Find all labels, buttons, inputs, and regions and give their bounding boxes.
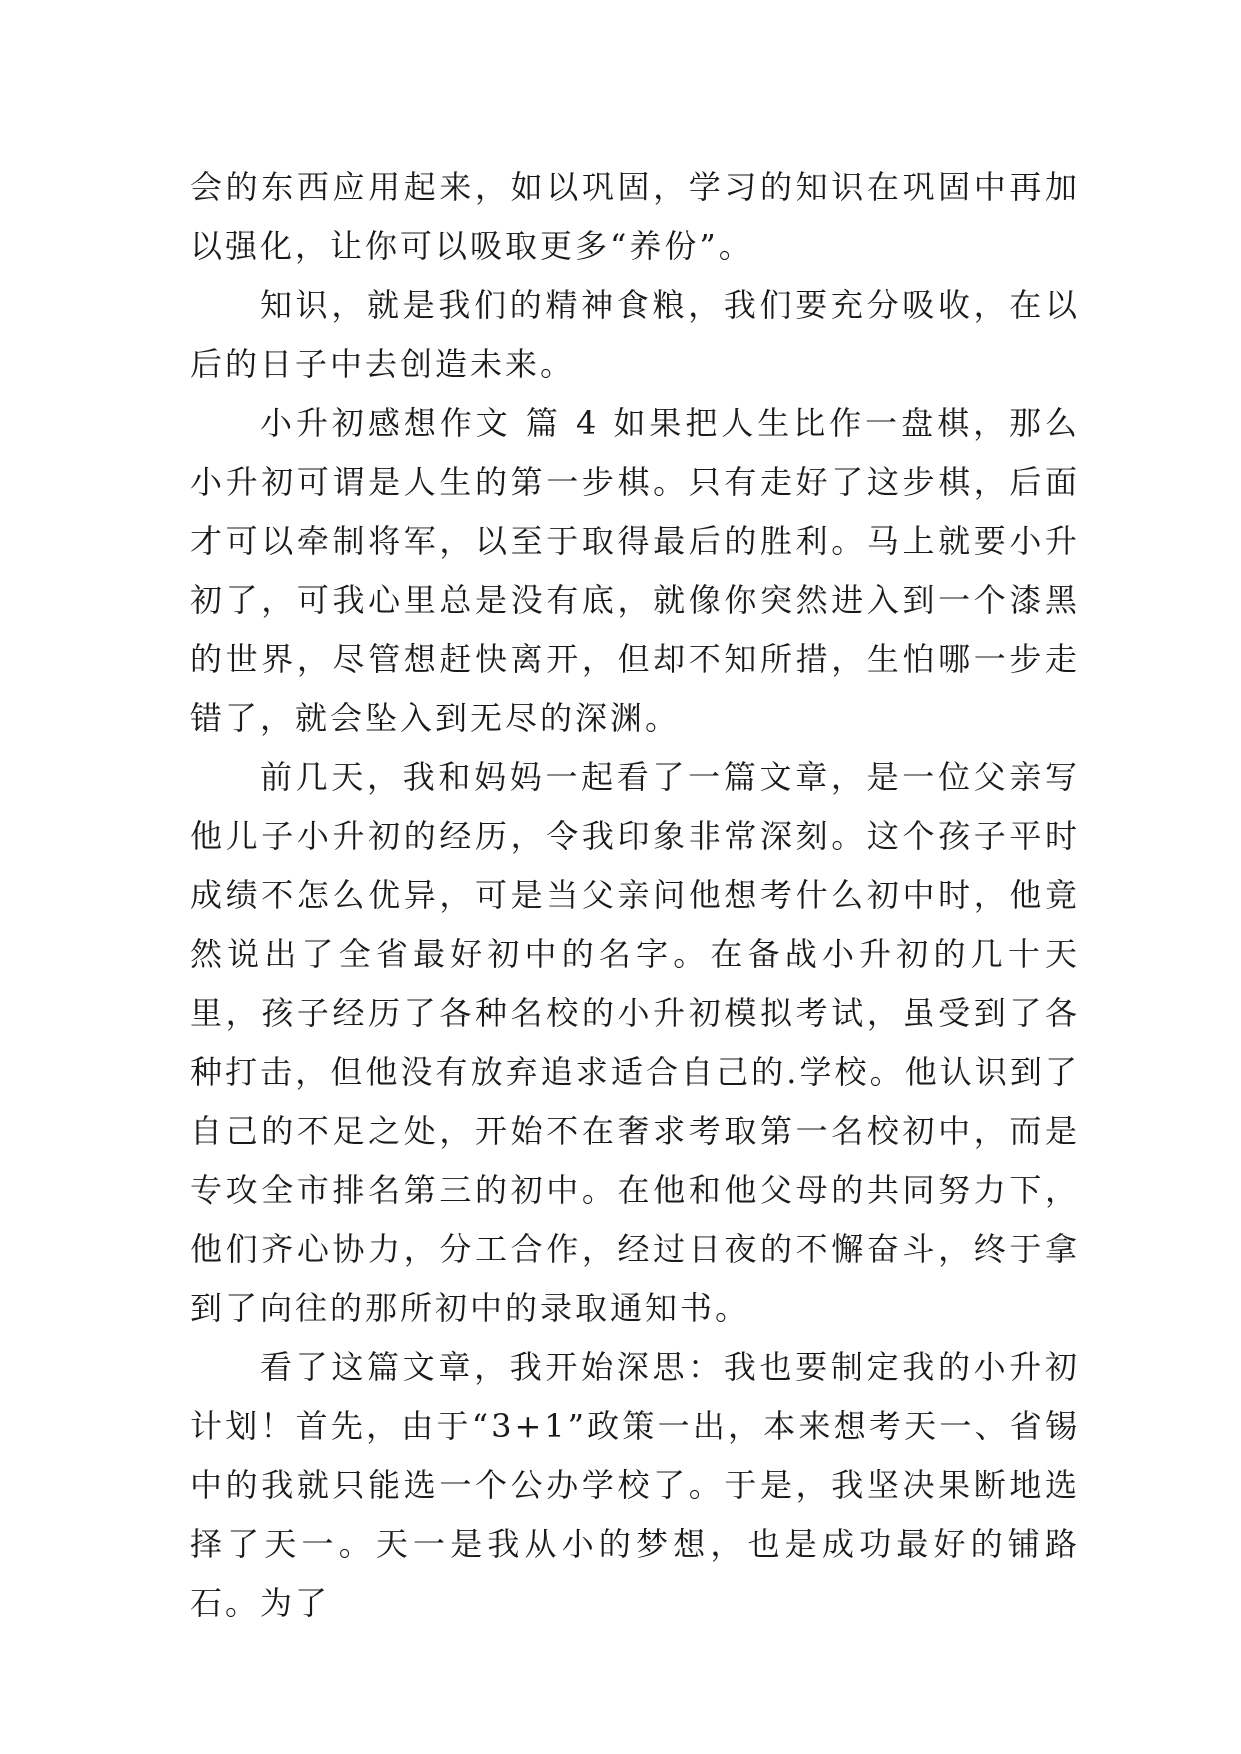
paragraph-1: 会的东西应用起来，如以巩固，学习的知识在巩固中再加以强化，让你可以吸取更多“养份”。 (190, 168, 1080, 265)
paragraph-2: 知识，就是我们的精神食粮，我们要充分吸收，在以后的日子中去创造未来。 (190, 286, 1080, 383)
paragraph-3: 小升初感想作文 篇 4 如果把人生比作一盘棋，那么小升初可谓是人生的第一步棋。只有走好了这步棋，后面才可以牵制将军，以至于取得最后的胜利。马上就要小升初了，可我心里总是没有底，就像你突然进入到一个漆黑的世界，尽管想赶快离开，但却不知所措，生怕哪一步走错了，就会坠入到无尽的深渊。 (190, 404, 1080, 737)
paragraph-4: 前几天，我和妈妈一起看了一篇文章，是一位父亲写他儿子小升初的经历，令我印象非常深刻。这个孩子平时成绩不怎么优异，可是当父亲问他想考什么初中时，他竟然说出了全省最好初中的名字。在备战小升初的几十天里，孩子经历了各种名校的小升初模拟考试，虽受到了各种打击，但他没有放弃追求适合自己的.学校。他认识到了自己的不足之处，开始不在奢求考取第一名校初中，而是专攻全市排名第三的初中。在他和他父母的共同努力下，他们齐心协力，分工合作，经过日夜的不懈奋斗，终于拿到了向往的那所初中的录取通知书。 (190, 758, 1080, 1327)
paragraph-5: 看了这篇文章，我开始深思：我也要制定我的小升初计划！首先，由于“3+1”政策一出，本来想考天一、省锡中的我就只能选一个公办学校了。于是，我坚决果断地选择了天一。天一是我从小的梦想，也是成功最好的铺路石。为了 (190, 1348, 1080, 1622)
body-text (190, 158, 1080, 1633)
